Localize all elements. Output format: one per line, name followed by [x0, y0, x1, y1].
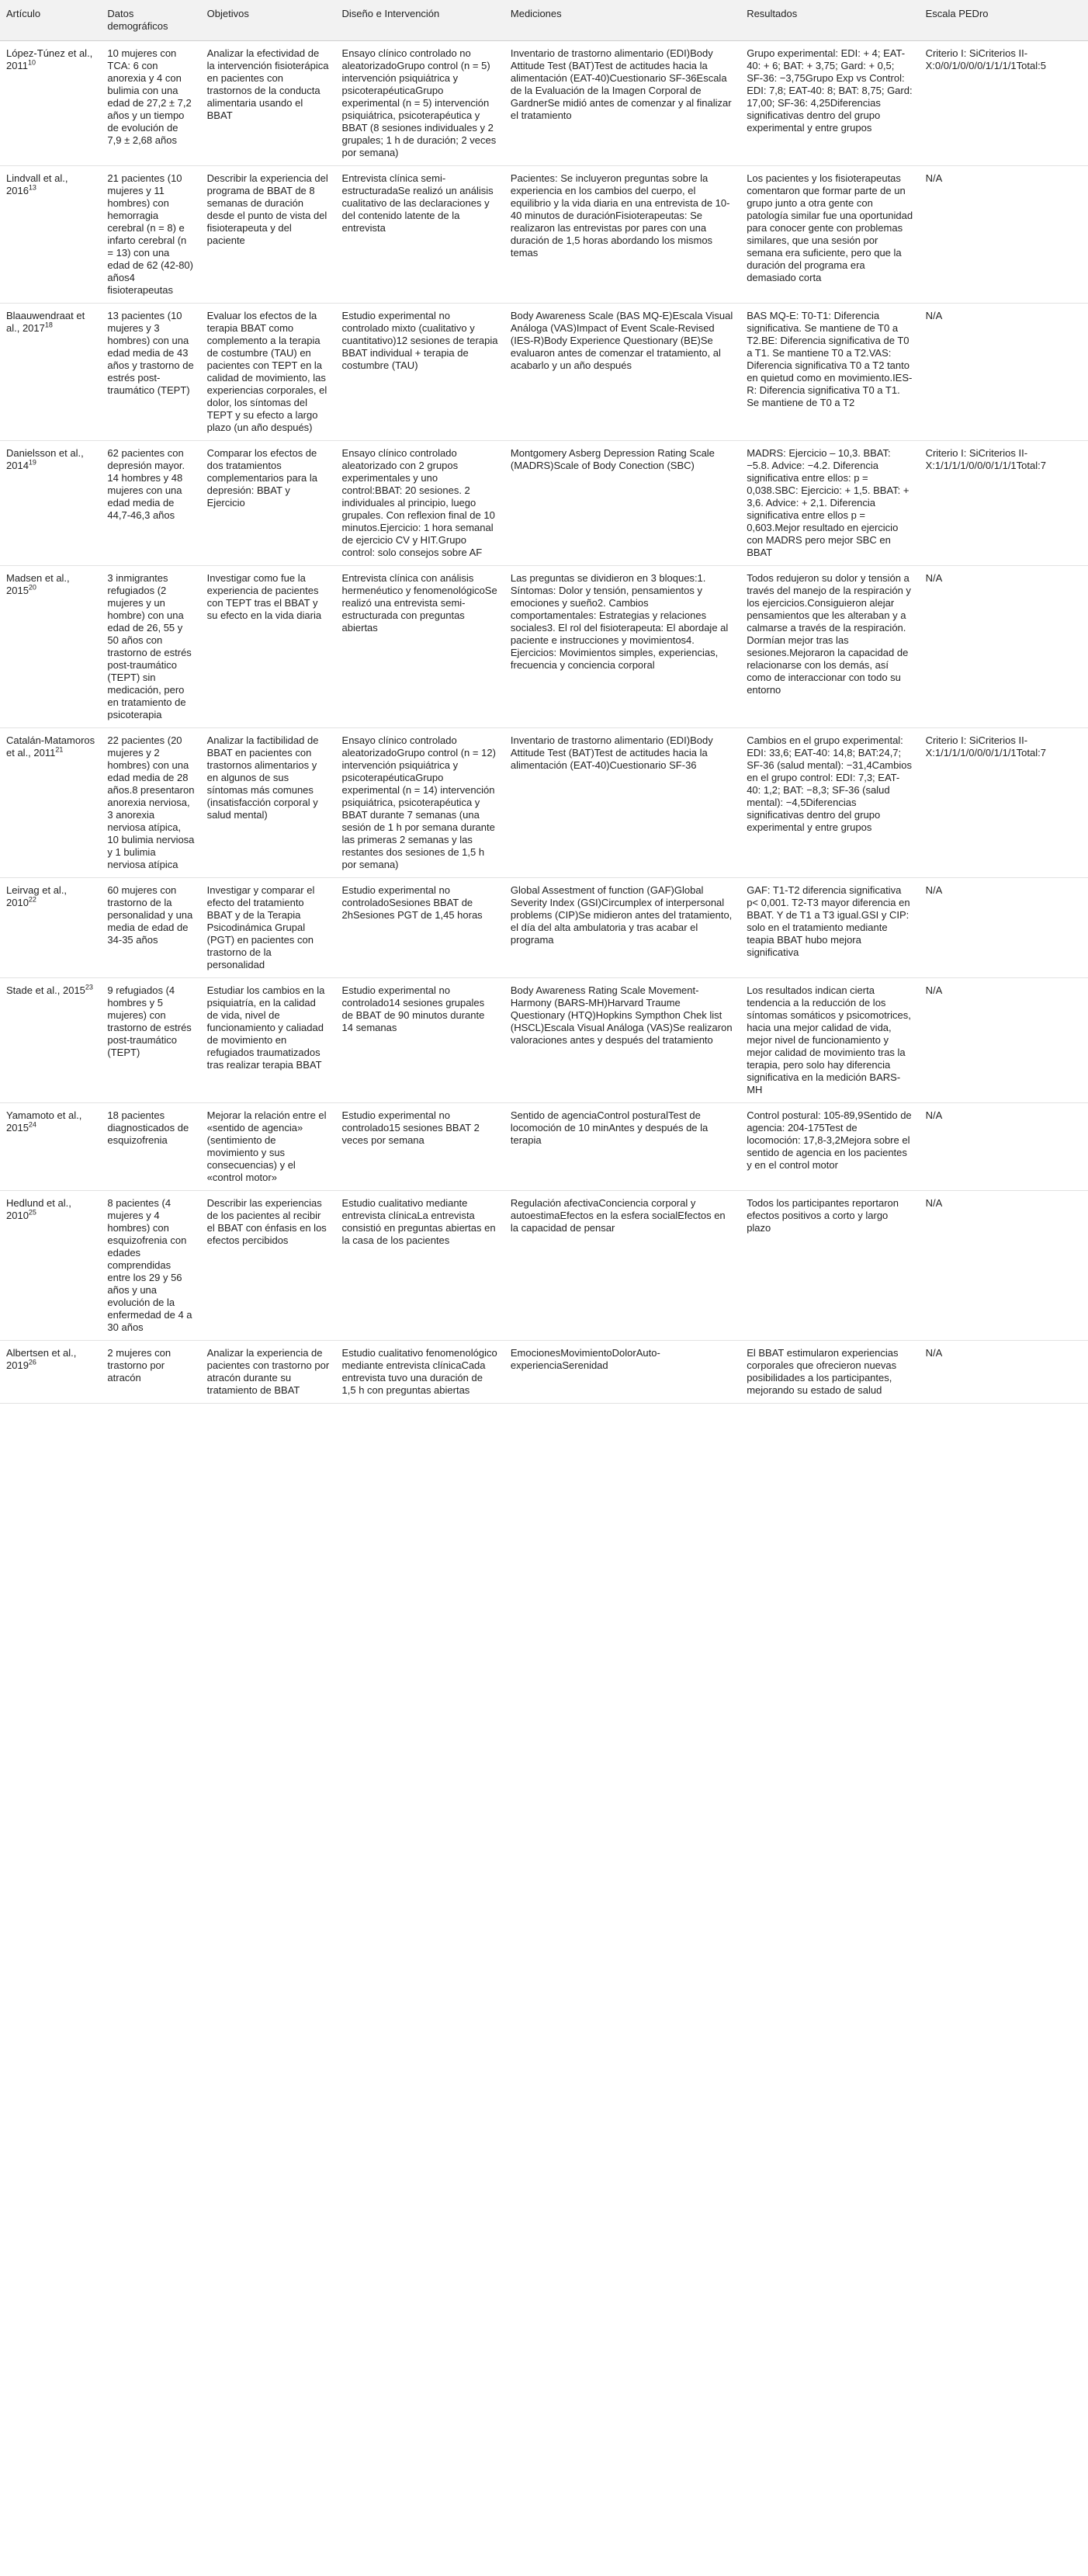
cell-objectives: Analizar la experiencia de pacientes con trastorno por atracón durante su tratamiento de BBAT [201, 1341, 336, 1404]
cell-articulo [0, 978, 101, 1103]
article-author: Blaauwendraat et al., 2017 [6, 310, 85, 334]
article-author: López-Túnez et al., 2011 [6, 47, 93, 71]
article-author: Danielsson et al., 2014 [6, 447, 84, 471]
reference-number: 23 [85, 983, 93, 991]
cell-design: Ensayo clínico controlado aleatorizadoGrupo control (n = 12) intervención psiquiátrica y psicoterapéuticaGrupo experimental (n = 14) intervención psiquiátrica, psicoterapéutica y BBAT durante 7 semanas (una sesión de 1 h por semana durante las primeras 2 semanas y las restantes dos sesiones de 1,5 h por semana) [336, 728, 504, 878]
cell-design: Estudio experimental no controladoSesiones BBAT de 2hSesiones PGT de 1,45 horas [336, 878, 504, 978]
cell-results: Los pacientes y los fisioterapeutas comentaron que formar parte de un grupo junto a otra gente con patología similar fue una oportunidad para conocer gente con problemas similares, que una sesión por semana era suficiente, pero que la duración del programa era demasiado corta [740, 166, 919, 304]
table-row [0, 41, 1088, 166]
reference-number: 24 [28, 1120, 36, 1129]
cell-design: Estudio experimental no controlado14 sesiones grupales de BBAT de 90 minutos durante 14 semanas [336, 978, 504, 1103]
reference-number: 22 [28, 895, 36, 904]
article-author: Leirvag et al., 2010 [6, 884, 68, 908]
table-row [0, 728, 1088, 878]
cell-demographics: 3 inmigrantes refugiados (2 mujeres y un hombre) con una edad de 26, 55 y 50 años con trastorno de estrés post-traumático (TEPT) sin medicación, pero en tratamiento de psicoterapia [101, 566, 200, 728]
table-row [0, 878, 1088, 978]
header-datos-demograficos: Datos demográficos [101, 0, 200, 41]
cell-measurements: Sentido de agenciaControl posturalTest de locomoción de 10 minAntes y después de la terapia [504, 1103, 740, 1191]
table-row [0, 1103, 1088, 1191]
cell-measurements: Body Awareness Rating Scale Movement- Harmony (BARS-MH)Harvard Traume Questionary (HTQ)Hopkins Sympthon Chek list (HSCL)Escala Visual Análoga (VAS)Se realizaron valoraciones antes y después del tratamiento [504, 978, 740, 1103]
cell-objectives: Describir las experiencias de los pacientes al recibir el BBAT con énfasis en los efectos percibidos [201, 1191, 336, 1341]
article-author: Catalán-Matamoros et al., 2011 [6, 734, 95, 759]
cell-articulo [0, 41, 101, 166]
cell-objectives: Describir la experiencia del programa de BBAT de 8 semanas de duración desde el punto de vista del fisioterapeuta y del paciente [201, 166, 336, 304]
cell-measurements: Body Awareness Scale (BAS MQ-E)Escala Visual Análoga (VAS)Impact of Event Scale-Revised (IES-R)Body Experience Questionary (BE)Se evaluaron antes de comenzar el tratamiento, al acabarlo y un año después [504, 304, 740, 441]
cell-demographics: 62 pacientes con depresión mayor. 14 hombres y 48 mujeres con una edad media de 44,7-46,3 años [101, 441, 200, 566]
header-diseno: Diseño e Intervención [336, 0, 504, 41]
cell-objectives: Investigar como fue la experiencia de pacientes con TEPT tras el BBAT y su efecto en la vida diaria [201, 566, 336, 728]
table-row [0, 441, 1088, 566]
cell-design: Estudio cualitativo mediante entrevista clínicaLa entrevista consistió en preguntas abiertas en la casa de los pacientes [336, 1191, 504, 1341]
cell-measurements: Global Assestment of function (GAF)Global Severity Index (GSI)Circumplex of interpersonal problems (CIP)Se midieron antes del tratamiento, el día del alta ambulatoria y tras acabar el programa [504, 878, 740, 978]
header-resultados: Resultados [740, 0, 919, 41]
cell-pedro: N/A [920, 1191, 1088, 1341]
header-articulo: Artículo [0, 0, 101, 41]
table-row [0, 566, 1088, 728]
cell-demographics: 2 mujeres con trastorno por atracón [101, 1341, 200, 1404]
cell-results: Grupo experimental: EDI: + 4; EAT-40: + 6; BAT: + 3,75; Gard: + 0,5; SF-36: −3,75Grupo Exp vs Control: EDI: 7,8; EAT-40: 8; BAT: 8,75; Gard: 17,00; SF-36: 4,25Diferencias significativas dentro del grupo experimental y entre grupos [740, 41, 919, 166]
cell-pedro: N/A [920, 566, 1088, 728]
cell-results: Control postural: 105-89,9Sentido de agencia: 204-175Test de locomoción: 17,8-3,2Mejora sobre el sentido de agencia en los pacientes y en el control motor [740, 1103, 919, 1191]
cell-demographics: 10 mujeres con TCA: 6 con anorexia y 4 con bulimia con una edad de 27,2 ± 7,2 años y un tiempo de evolución de 7,9 ± 2,68 años [101, 41, 200, 166]
reference-number: 10 [27, 58, 36, 67]
cell-pedro: N/A [920, 304, 1088, 441]
cell-articulo [0, 566, 101, 728]
article-author: Yamamoto et al., 2015 [6, 1109, 82, 1134]
article-author: Madsen et al., 2015 [6, 572, 70, 596]
table-row [0, 1341, 1088, 1404]
cell-results: Cambios en el grupo experimental: EDI: 33,6; EAT-40: 14,8; BAT:24,7; SF-36 (salud mental): −31,4Cambios en el grupo control: EDI: 7,3; EAT-40: 1,2; BAT: −8,3; SF-36 (salud mental): −4,5Diferencias significativas dentro del grupo experimental y entre grupos [740, 728, 919, 878]
table-header [0, 0, 1088, 41]
cell-objectives: Evaluar los efectos de la terapia BBAT como complemento a la terapia de costumbre (TAU) en pacientes con TEPT en la calidad de movimiento, las experiencias corporales, el dolor, los síntomas del TEPT y su efecto a largo plazo (un año después) [201, 304, 336, 441]
cell-pedro: Criterio I: SiCriterios II-X:0/0/1/0/0/0/1/1/1/1Total:5 [920, 41, 1088, 166]
cell-results: El BBAT estimularon experiencias corporales que ofrecieron nuevas posibilidades a los participantes, mejorando su estado de salud [740, 1341, 919, 1404]
reference-number: 19 [28, 458, 36, 467]
cell-measurements: Pacientes: Se incluyeron preguntas sobre la experiencia en los cambios del cuerpo, el equilibrio y la vida diaria en una entrevista de 10-40 minutos de duraciónFisioterapeutas: Se realizaron las entrevistas por pares con una duración de 1,5 horas abordando los mismos temas [504, 166, 740, 304]
cell-design: Estudio experimental no controlado15 sesiones BBAT 2 veces por semana [336, 1103, 504, 1191]
cell-results: Todos redujeron su dolor y tensión a través del manejo de la respiración y los ejercicios.Consiguieron alejar pensamientos que les alteraban y a calmarse a través de la respiración. Dormían mejor tras las sesiones.Mejoraron la capacidad de relacionarse con los demás, así como de interaccionar con todo su entorno [740, 566, 919, 728]
cell-objectives: Investigar y comparar el efecto del tratamiento BBAT y de la Terapia Psicodinámica Grupal (PGT) en pacientes con trastorno de la personalidad [201, 878, 336, 978]
cell-articulo [0, 441, 101, 566]
reference-number: 20 [28, 583, 36, 592]
cell-measurements: Inventario de trastorno alimentario (EDI)Body Attitude Test (BAT)Test de actitudes hacia la alimentación (EAT-40)Cuestionario SF-36Escala de la Evaluación de la Imagen Corporal de GardnerSe midió antes de comenzar y al finalizar el tratamiento [504, 41, 740, 166]
cell-pedro: N/A [920, 1341, 1088, 1404]
cell-articulo [0, 1103, 101, 1191]
cell-measurements: Las preguntas se dividieron en 3 bloques:1. Síntomas: Dolor y tensión, pensamientos y emociones y sueño2. Cambios comportamentales: Estrategias y relaciones sociales3. El rol del fisioterapeuta: El abordaje al paciente e instrucciones y movimientos4. Ejercicios: Movimientos simples, experiencias, frecuencia y conciencia corporal [504, 566, 740, 728]
cell-objectives: Mejorar la relación entre el «sentido de agencia» (sentimiento de movimiento y sus consecuencias) y el «control motor» [201, 1103, 336, 1191]
cell-results: Todos los participantes reportaron efectos positivos a corto y largo plazo [740, 1191, 919, 1341]
cell-articulo [0, 878, 101, 978]
cell-demographics: 22 pacientes (20 mujeres y 2 hombres) con una edad media de 28 años.8 presentaron anorexia nerviosa, 3 anorexia nerviosa atípica, 10 bulimia nerviosa y 1 bulimia nerviosa atípica [101, 728, 200, 878]
cell-design: Estudio cualitativo fenomenológico mediante entrevista clínicaCada entrevista tuvo una duración de 1,5 h con preguntas abiertas [336, 1341, 504, 1404]
cell-design: Ensayo clínico controlado no aleatorizadoGrupo control (n = 5) intervención psiquiátrica y psicoterapéuticaGrupo experimental (n = 5) intervención psiquiátrica, psicoterapéutica y BBAT (8 sesiones individuales y 2 grupales; 1 h de duración; 2 veces por semana) [336, 41, 504, 166]
header-pedro: Escala PEDro [920, 0, 1088, 41]
cell-articulo [0, 1191, 101, 1341]
table-row [0, 1191, 1088, 1341]
cell-measurements: Regulación afectivaConciencia corporal y autoestimaEfectos en la esfera socialEfectos en la capacidad de pensar [504, 1191, 740, 1341]
cell-design: Ensayo clínico controlado aleatorizado con 2 grupos experimentales y uno control:BBAT: 20 sesiones. 2 individuales al principio, luego grupales. Con reflexion final de 10 minutos.Ejercicio: 1 hora semanal de ejercicio CV y HIT.Grupo control: solo consejos sobre AF [336, 441, 504, 566]
cell-design: Entrevista clínica semi-estructuradaSe realizó un análisis cualitativo de las declaraciones y del contenido latente de la entrevista [336, 166, 504, 304]
table-row [0, 978, 1088, 1103]
cell-articulo [0, 304, 101, 441]
reference-number: 13 [28, 183, 36, 192]
cell-objectives: Comparar los efectos de dos tratamientos complementarios para la depresión: BBAT y Ejercicio [201, 441, 336, 566]
cell-results: Los resultados indican cierta tendencia a la reducción de los síntomas somáticos y psicomotrices, hacia una mejor calidad de vida, mejor nivel de funcionamiento y mejor calidad de movimiento tras la terapia, pero solo hay diferencia significativa en la medición BARS-MH [740, 978, 919, 1103]
cell-articulo [0, 728, 101, 878]
cell-results: GAF: T1-T2 diferencia significativa p< 0,001. T2-T3 mayor diferencia en BBAT. Y de T1 a T3 igual.GSI y CIP: solo en el tratamiento mediante teapia BBAT hubo mejora significativa [740, 878, 919, 978]
cell-design: Estudio experimental no controlado mixto (cualitativo y cuantitativo)12 sesiones de terapia BBAT individual + terapia de costumbre (TAU) [336, 304, 504, 441]
article-author: Lindvall et al., 2016 [6, 172, 68, 196]
cell-results: MADRS: Ejercicio – 10,3. BBAT: −5.8. Advice: −4.2. Diferencia significativa entre ellos: p = 0,038.SBC: Ejercicio: + 1,5. BBAT: + 3,6. Advice: + 2,1. Diferencia significativa entre ellos p = 0,603.Mejor resultado en ejercicio con MADRS pero mejor SBC en BBAT [740, 441, 919, 566]
reference-number: 21 [55, 745, 64, 754]
header-mediciones: Mediciones [504, 0, 740, 41]
cell-pedro: Criterio I: SiCriterios II-X:1/1/1/1/0/0/0/1/1/1Total:7 [920, 441, 1088, 566]
reference-number: 25 [28, 1208, 36, 1217]
cell-measurements: EmocionesMovimientoDolorAuto-experienciaSerenidad [504, 1341, 740, 1404]
cell-pedro: Criterio I: SiCriterios II-X:1/1/1/1/0/0/0/1/1/1Total:7 [920, 728, 1088, 878]
cell-objectives: Analizar la factibilidad de BBAT en pacientes con trastornos alimentarios y en algunos de sus síntomas más comunes (insatisfacción corporal y salud mental) [201, 728, 336, 878]
cell-demographics: 8 pacientes (4 mujeres y 4 hombres) con esquizofrenia con edades comprendidas entre los 29 y 56 años y una evolución de la enfermedad de 4 a 30 años [101, 1191, 200, 1341]
cell-articulo [0, 166, 101, 304]
cell-design: Entrevista clínica con análisis hermenéutico y fenomenológicoSe realizó una entrevista semi-estructurada con preguntas abiertas [336, 566, 504, 728]
cell-demographics: 60 mujeres con trastorno de la personalidad y una media de edad de 34-35 años [101, 878, 200, 978]
cell-objectives: Estudiar los cambios en la psiquiatría, en la calidad de vida, nivel de funcionamiento y caliadad de movimiento en refugiados traumatizados tras realizar terapia BBAT [201, 978, 336, 1103]
reference-number: 26 [28, 1358, 36, 1366]
header-objetivos: Objetivos [201, 0, 336, 41]
cell-objectives: Analizar la efectividad de la intervención fisioterápica en pacientes con trastornos de la conducta alimentaria usando el BBAT [201, 41, 336, 166]
cell-demographics: 9 refugiados (4 hombres y 5 mujeres) con trastorno de estrés post-traumático (TEPT) [101, 978, 200, 1103]
article-author: Stade et al., 2015 [6, 984, 85, 996]
cell-measurements: Inventario de trastorno alimentario (EDI)Body Attitude Test (BAT)Test de actitudes hacia la alimentación (EAT-40)Cuestionario SF-36 [504, 728, 740, 878]
article-author: Hedlund et al., 2010 [6, 1197, 71, 1221]
reference-number: 18 [44, 321, 53, 329]
header-row [0, 0, 1088, 41]
table-row [0, 166, 1088, 304]
cell-results: BAS MQ-E: T0-T1: Diferencia significativa. Se mantiene de T0 a T2.BE: Diferencia significativa de T0 a T1. Se mantiene T0 a T2.VAS: Diferencia significativa T0 a T2 tanto en quietud como en movimiento.IES-R: Diferencia significativa T0 a T1. Se mantiene de T0 a T2 [740, 304, 919, 441]
cell-articulo [0, 1341, 101, 1404]
cell-pedro: N/A [920, 1103, 1088, 1191]
cell-measurements: Montgomery Asberg Depression Rating Scale (MADRS)Scale of Body Conection (SBC) [504, 441, 740, 566]
cell-pedro: N/A [920, 166, 1088, 304]
cell-pedro: N/A [920, 978, 1088, 1103]
cell-demographics: 18 pacientes diagnosticados de esquizofrenia [101, 1103, 200, 1191]
cell-pedro: N/A [920, 878, 1088, 978]
table-body [0, 41, 1088, 1404]
cell-demographics: 13 pacientes (10 mujeres y 3 hombres) con una edad media de 43 años y trastorno de estrés post-traumático (TEPT) [101, 304, 200, 441]
cell-demographics: 21 pacientes (10 mujeres y 11 hombres) con hemorragia cerebral (n = 8) e infarto cerebral (n = 13) con una edad de 62 (42-80) años4 fisioterapeutas [101, 166, 200, 304]
article-author: Albertsen et al., 2019 [6, 1347, 77, 1371]
table-row [0, 304, 1088, 441]
